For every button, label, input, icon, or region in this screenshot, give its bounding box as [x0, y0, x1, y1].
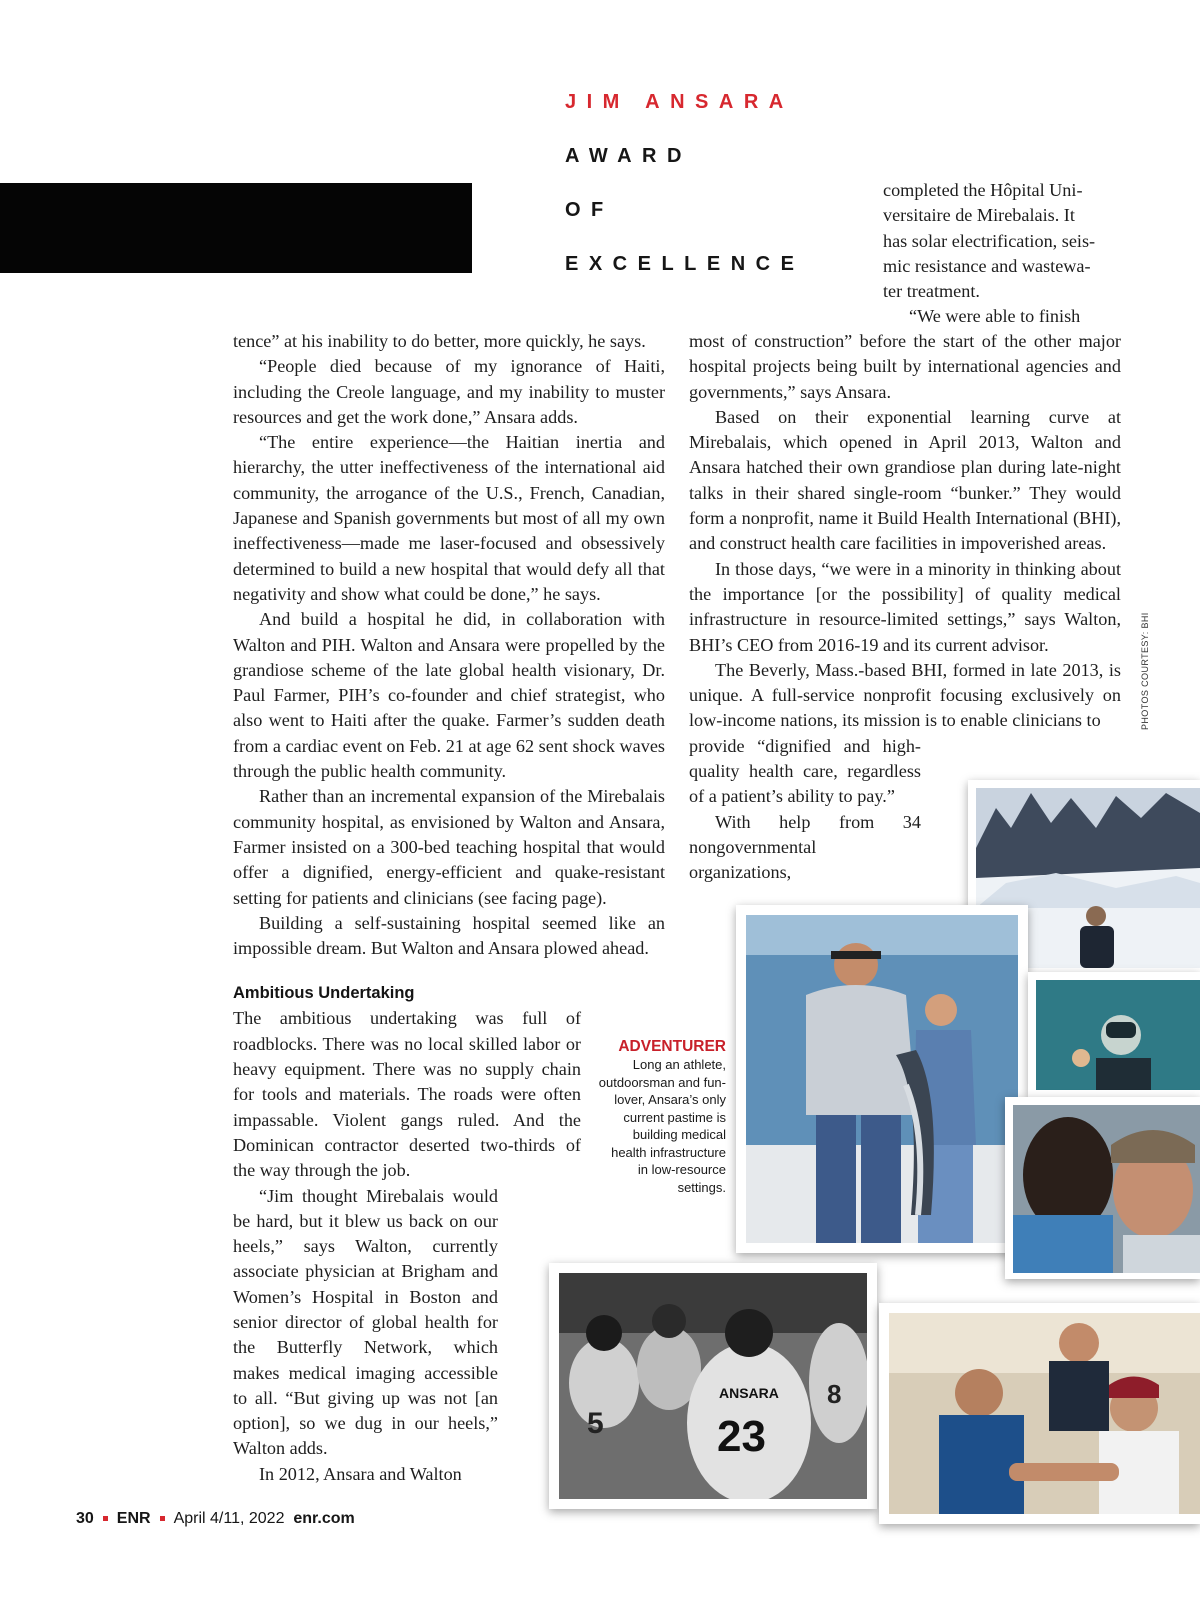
footer-separator-icon: [103, 1516, 108, 1521]
scuba-image: [1036, 980, 1200, 1090]
body-paragraph: Rather than an incremental expansion of the Mirebalais community hospital, as envisioned by Walton and Ansara, Farmer insisted on a 300-bed teaching hospital that would offer a dignified, energy-efficient and quake-resistant setting for patients and clinicians (see facing page).: [233, 786, 665, 908]
award-title-line-3: OF: [565, 199, 614, 221]
page-footer: [76, 1510, 355, 1528]
body-paragraph: In 2012, Ansara and Walton: [259, 1463, 462, 1484]
body-paragraph: And build a hospital he did, in collaboration with Walton and PIH. Walton and Ansara were propelled by the grandiose scheme of the late global health visionary, Dr. Paul Farmer, PIH’s co-founder and chief strategist, who also went to Haiti after the quake. Farmer’s sudden death from a cardiac event on Feb. 21 at age 62 sent shock waves through the public health community.: [233, 609, 665, 782]
right-top-line: completed the Hôpital Uni-: [883, 180, 1083, 200]
body-paragraph: provide “dignified and high-quality health care, regardless of a patient’s ability to pay.”: [689, 735, 921, 807]
hockey-image: [559, 1273, 867, 1499]
photo-arm-wrestling: [879, 1303, 1200, 1524]
jersey-number-right: 8: [827, 1379, 842, 1409]
subhead-ambitious-undertaking: Ambitious Undertaking: [233, 984, 415, 1003]
body-paragraph: Based on their exponential learning curve at Mirebalais, which opened in April 2013, Walton and Ansara hatched their own grandiose plan during late-night talks in their shared single-room “bunker.” They would form a nonprofit, name it Build Health International (BHI), and construct health care facilities in impoverished areas.: [689, 406, 1121, 554]
right-top-paragraph-start: “We were able to finish: [909, 306, 1081, 327]
two-men-image: [1013, 1105, 1200, 1273]
body-paragraph: The Beverly, Mass.-based BHI, formed in late 2013, is unique. A full-service nonprofit focusing exclusively on low-income nations, its mission is to enable clinicians to: [689, 659, 1121, 731]
jersey-number: 23: [717, 1412, 766, 1461]
photo-credit: PHOTOS COURTESY: BHI: [1140, 612, 1150, 730]
body-paragraph: tence” at his inability to do better, more quickly, he says.: [233, 331, 646, 351]
photo-two-men: [1005, 1097, 1200, 1279]
jersey-number-left: 5: [587, 1407, 604, 1440]
award-title-line-4: EXCELLENCE: [565, 253, 805, 275]
photo-fishing: [736, 905, 1028, 1253]
arm-wrestling-image: [889, 1313, 1200, 1514]
award-title-name: JIM ANSARA: [565, 91, 794, 113]
right-top-line: mic resistance and wastewa-: [883, 255, 1091, 276]
caption-text: Long an athlete, outdoorsman and fun-lover, Ansara’s only current pastime is building medical health infrastructure in low-resource settings.: [598, 1057, 726, 1195]
issue-date: April 4/11, 2022: [173, 1510, 285, 1527]
right-top-text: [883, 178, 1121, 330]
caption-title: ADVENTURER: [618, 1038, 726, 1055]
magazine-name: ENR: [116, 1510, 151, 1527]
right-top-line: versitaire de Mirebalais. It: [883, 205, 1075, 226]
jersey-name: ANSARA: [719, 1385, 779, 1401]
body-paragraph: “The entire experience—the Haitian inertia and hierarchy, the utter ineffectiveness of the international aid community, the arrogance of the U.S., French, Canadian, Japanese and Spanish governments but most of all my own ineffectiveness—made me laser-focused and obsessively determined to build a new hospital that would defy all that negativity and show what could be done,” he says.: [233, 432, 665, 604]
photo-caption: [598, 1037, 726, 1196]
body-paragraph: In those days, “we were in a minority in thinking about the importance [or the possibility] of quality medical infrastructure in resource-limited settings,” says Walton, BHI’s CEO from 2016-19 and its current advisor.: [689, 558, 1121, 655]
photo-scuba: [1028, 972, 1200, 1097]
right-top-line: has solar electrification, seis-: [883, 230, 1096, 251]
body-paragraph: “People died because of my ignorance of Haiti, including the Creole language, and my inability to muster resources and get the work done,” Ansara adds.: [233, 356, 665, 427]
right-top-line: ter treatment.: [883, 281, 980, 302]
site-link[interactable]: enr.com: [293, 1510, 355, 1527]
page-number: 30: [76, 1510, 94, 1527]
body-paragraph: The ambitious undertaking was full of roadblocks. There was no local skilled labor or heavy equipment. There was no supply chain for tools and materials. The roads were often impassable. Violent gangs ruled. And the Dominican contractor deserted two-thirds of the way through the job.: [233, 1008, 581, 1181]
black-header-bar: [0, 183, 472, 273]
body-paragraph: With help from 34 nongovernmental organizations,: [689, 811, 921, 883]
photo-hockey: [549, 1263, 877, 1509]
fishing-image: [746, 915, 1018, 1243]
award-title-line-2: AWARD: [565, 145, 692, 167]
body-paragraph: most of construction” before the start of the other major hospital projects being built by international agencies and governments,” says Ansara.: [689, 331, 1121, 402]
body-paragraph: “Jim thought Mirebalais would be hard, but it blew us back on our heels,” says Walton, currently associate physician at Brigham and Women’s Hospital in Boston and senior director of global health for the Butterfly Network, which makes medical imaging accessible to all. “But giving up was not [an option], so we dug in our heels,” Walton adds.: [233, 1185, 498, 1459]
body-paragraph: Building a self-sustaining hospital seemed like an impossible dream. But Walton and Ansara plowed ahead.: [233, 912, 665, 959]
footer-separator-icon: [160, 1516, 165, 1521]
